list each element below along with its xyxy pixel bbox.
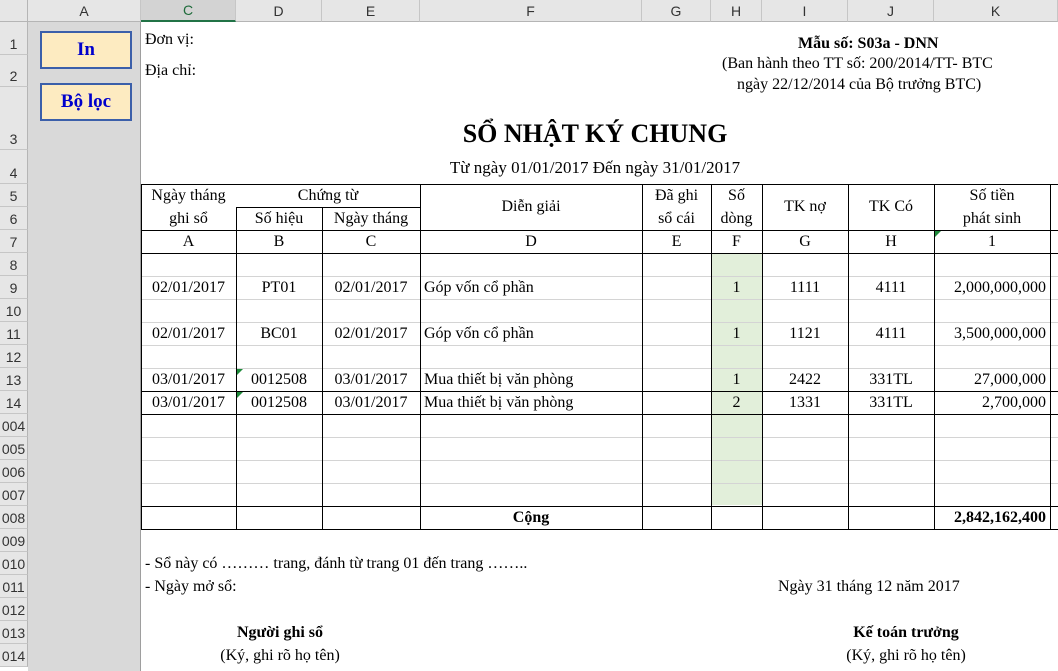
entry-amount[interactable]: 3,500,000,000	[954, 325, 1046, 342]
entry-voucher-date[interactable]: 03/01/2017	[334, 394, 408, 411]
col-voucher-header: Chứng từ	[297, 187, 359, 204]
column-header-f[interactable]: F	[420, 0, 642, 22]
column-header-h[interactable]: H	[711, 0, 762, 22]
col-code: B	[273, 233, 285, 250]
row-header[interactable]: 1	[0, 22, 28, 55]
entry-date[interactable]: 02/01/2017	[152, 325, 225, 342]
entry-voucher-date[interactable]: 03/01/2017	[334, 371, 408, 388]
col-code: F	[732, 233, 741, 250]
row-header[interactable]: 6	[0, 207, 28, 230]
col-amount-header-2: phát sinh	[962, 210, 1022, 227]
col-voucher-number-header: Số hiệu	[254, 210, 304, 227]
row-header[interactable]: 004	[0, 414, 28, 437]
row-header[interactable]: 13	[0, 368, 28, 391]
row-header[interactable]: 008	[0, 506, 28, 529]
entry-debit-account[interactable]: 1111	[789, 279, 821, 296]
recorder-title: Người ghi sổ	[236, 624, 324, 641]
entry-credit-account[interactable]: 4111	[875, 325, 907, 342]
entry-amount[interactable]: 2,000,000,000	[954, 279, 1046, 296]
column-header-k[interactable]: K	[934, 0, 1058, 22]
select-all-corner[interactable]	[0, 0, 28, 22]
row-header[interactable]: 8	[0, 253, 28, 276]
row-header[interactable]: 3	[0, 87, 28, 150]
col-voucher-date-header: Ngày tháng	[333, 210, 409, 227]
total-amount[interactable]: 2,842,162,400	[954, 509, 1046, 526]
entry-line-no[interactable]: 2	[732, 394, 741, 411]
entry-line-no[interactable]: 1	[732, 371, 741, 388]
column-header-e[interactable]: E	[322, 0, 420, 22]
page-title: SỔ NHẬT KÝ CHUNG	[462, 119, 728, 148]
entry-voucher-no[interactable]: 0012508	[251, 371, 307, 388]
entry-description[interactable]: Mua thiết bị văn phòng	[424, 371, 574, 388]
col-code: E	[671, 233, 682, 250]
entry-voucher-date[interactable]: 02/01/2017	[334, 325, 408, 342]
cell-note-marker	[935, 231, 941, 237]
entry-amount[interactable]: 2,700,000	[982, 394, 1046, 411]
col-date-header: Ngày tháng	[151, 187, 226, 204]
entry-date[interactable]: 03/01/2017	[152, 394, 225, 411]
row-header[interactable]: 005	[0, 437, 28, 460]
row-header[interactable]: 10	[0, 299, 28, 322]
col-line-header: Số	[728, 187, 745, 204]
column-header-g[interactable]: G	[642, 0, 711, 22]
entry-description[interactable]: Góp vốn cổ phần	[424, 279, 534, 296]
column-header-d[interactable]: D	[236, 0, 322, 22]
regulation-line-1: (Ban hành theo TT số: 200/2014/TT- BTC	[722, 55, 993, 72]
row-header[interactable]: 4	[0, 150, 28, 184]
col-code: H	[885, 233, 897, 250]
sign-date: Ngày 31 tháng 12 năm 2017	[778, 578, 960, 595]
open-date-label: - Ngày mở sổ:	[145, 578, 237, 595]
col-code: 1	[988, 233, 996, 250]
page-count-note: - Sổ này có ……… trang, đánh từ trang 01 đến trang ……..	[145, 555, 528, 572]
unit-label: Đơn vị:	[145, 31, 194, 48]
address-label: Địa chỉ:	[145, 62, 197, 79]
row-header[interactable]: 11	[0, 322, 28, 345]
entry-description[interactable]: Góp vốn cổ phần	[424, 325, 534, 342]
row-header[interactable]: 009	[0, 529, 28, 552]
entry-description[interactable]: Mua thiết bị văn phòng	[424, 394, 574, 411]
row-header[interactable]: 006	[0, 460, 28, 483]
entry-debit-account[interactable]: 1331	[789, 394, 821, 411]
col-date-header-2: ghi sổ	[169, 210, 208, 227]
row-header[interactable]: 014	[0, 644, 28, 667]
chief-accountant-note: (Ký, ghi rõ họ tên)	[846, 647, 966, 664]
col-description-header: Diễn giải	[501, 198, 561, 215]
row-header[interactable]: 007	[0, 483, 28, 506]
row-header[interactable]: 011	[0, 575, 28, 598]
period-range: Từ ngày 01/01/2017 Đến ngày 31/01/2017	[449, 158, 741, 177]
column-header-a[interactable]: A	[28, 0, 141, 22]
recorder-note: (Ký, ghi rõ họ tên)	[220, 647, 340, 664]
filter-button[interactable]: Bộ lọc	[40, 83, 132, 121]
entry-voucher-no[interactable]: PT01	[261, 279, 297, 296]
entry-credit-account[interactable]: 331TL	[869, 394, 913, 411]
entry-credit-account[interactable]: 331TL	[869, 371, 913, 388]
col-debit-header: TK nợ	[784, 198, 826, 215]
row-header[interactable]: 9	[0, 276, 28, 299]
print-button[interactable]: In	[40, 31, 132, 69]
col-posted-header-2: sổ cái	[658, 210, 695, 227]
col-code: A	[182, 233, 195, 250]
entry-debit-account[interactable]: 2422	[789, 371, 821, 388]
chief-accountant-title: Kế toán trưởng	[853, 624, 959, 641]
column-header-i[interactable]: I	[762, 0, 848, 22]
col-posted-header: Đã ghi	[654, 187, 699, 204]
row-header[interactable]: 7	[0, 230, 28, 253]
col-credit-header: TK Có	[869, 198, 913, 215]
entry-line-no[interactable]: 1	[732, 279, 741, 296]
entry-credit-account[interactable]: 4111	[875, 279, 907, 296]
col-code: G	[799, 233, 811, 250]
entry-voucher-no[interactable]: BC01	[260, 325, 298, 342]
column-header-j[interactable]: J	[848, 0, 934, 22]
row-header[interactable]: 12	[0, 345, 28, 368]
entry-debit-account[interactable]: 1121	[789, 325, 821, 342]
row-header[interactable]: 010	[0, 552, 28, 575]
entry-line-no[interactable]: 1	[732, 325, 741, 342]
entry-date[interactable]: 03/01/2017	[152, 371, 225, 388]
entry-voucher-no[interactable]: 0012508	[251, 394, 307, 411]
row-header[interactable]: 14	[0, 391, 28, 414]
col-amount-header: Số tiền	[969, 187, 1015, 204]
col-code: C	[365, 233, 377, 250]
total-label: Cộng	[512, 509, 550, 526]
column-header-c[interactable]: C	[141, 0, 236, 22]
col-line-header-2: dòng	[720, 210, 753, 227]
entry-amount[interactable]: 27,000,000	[974, 371, 1046, 388]
entry-voucher-date[interactable]: 02/01/2017	[334, 279, 408, 296]
col-code: D	[525, 233, 537, 250]
row-header[interactable]: 012	[0, 598, 28, 621]
row-header[interactable]: 013	[0, 621, 28, 644]
regulation-line-2: ngày 22/12/2014 của Bộ trưởng BTC)	[737, 76, 982, 93]
entry-date[interactable]: 02/01/2017	[152, 279, 225, 296]
form-number: Mẫu số: S03a - DNN	[798, 35, 939, 52]
row-header[interactable]: 5	[0, 184, 28, 207]
row-header[interactable]: 2	[0, 55, 28, 87]
